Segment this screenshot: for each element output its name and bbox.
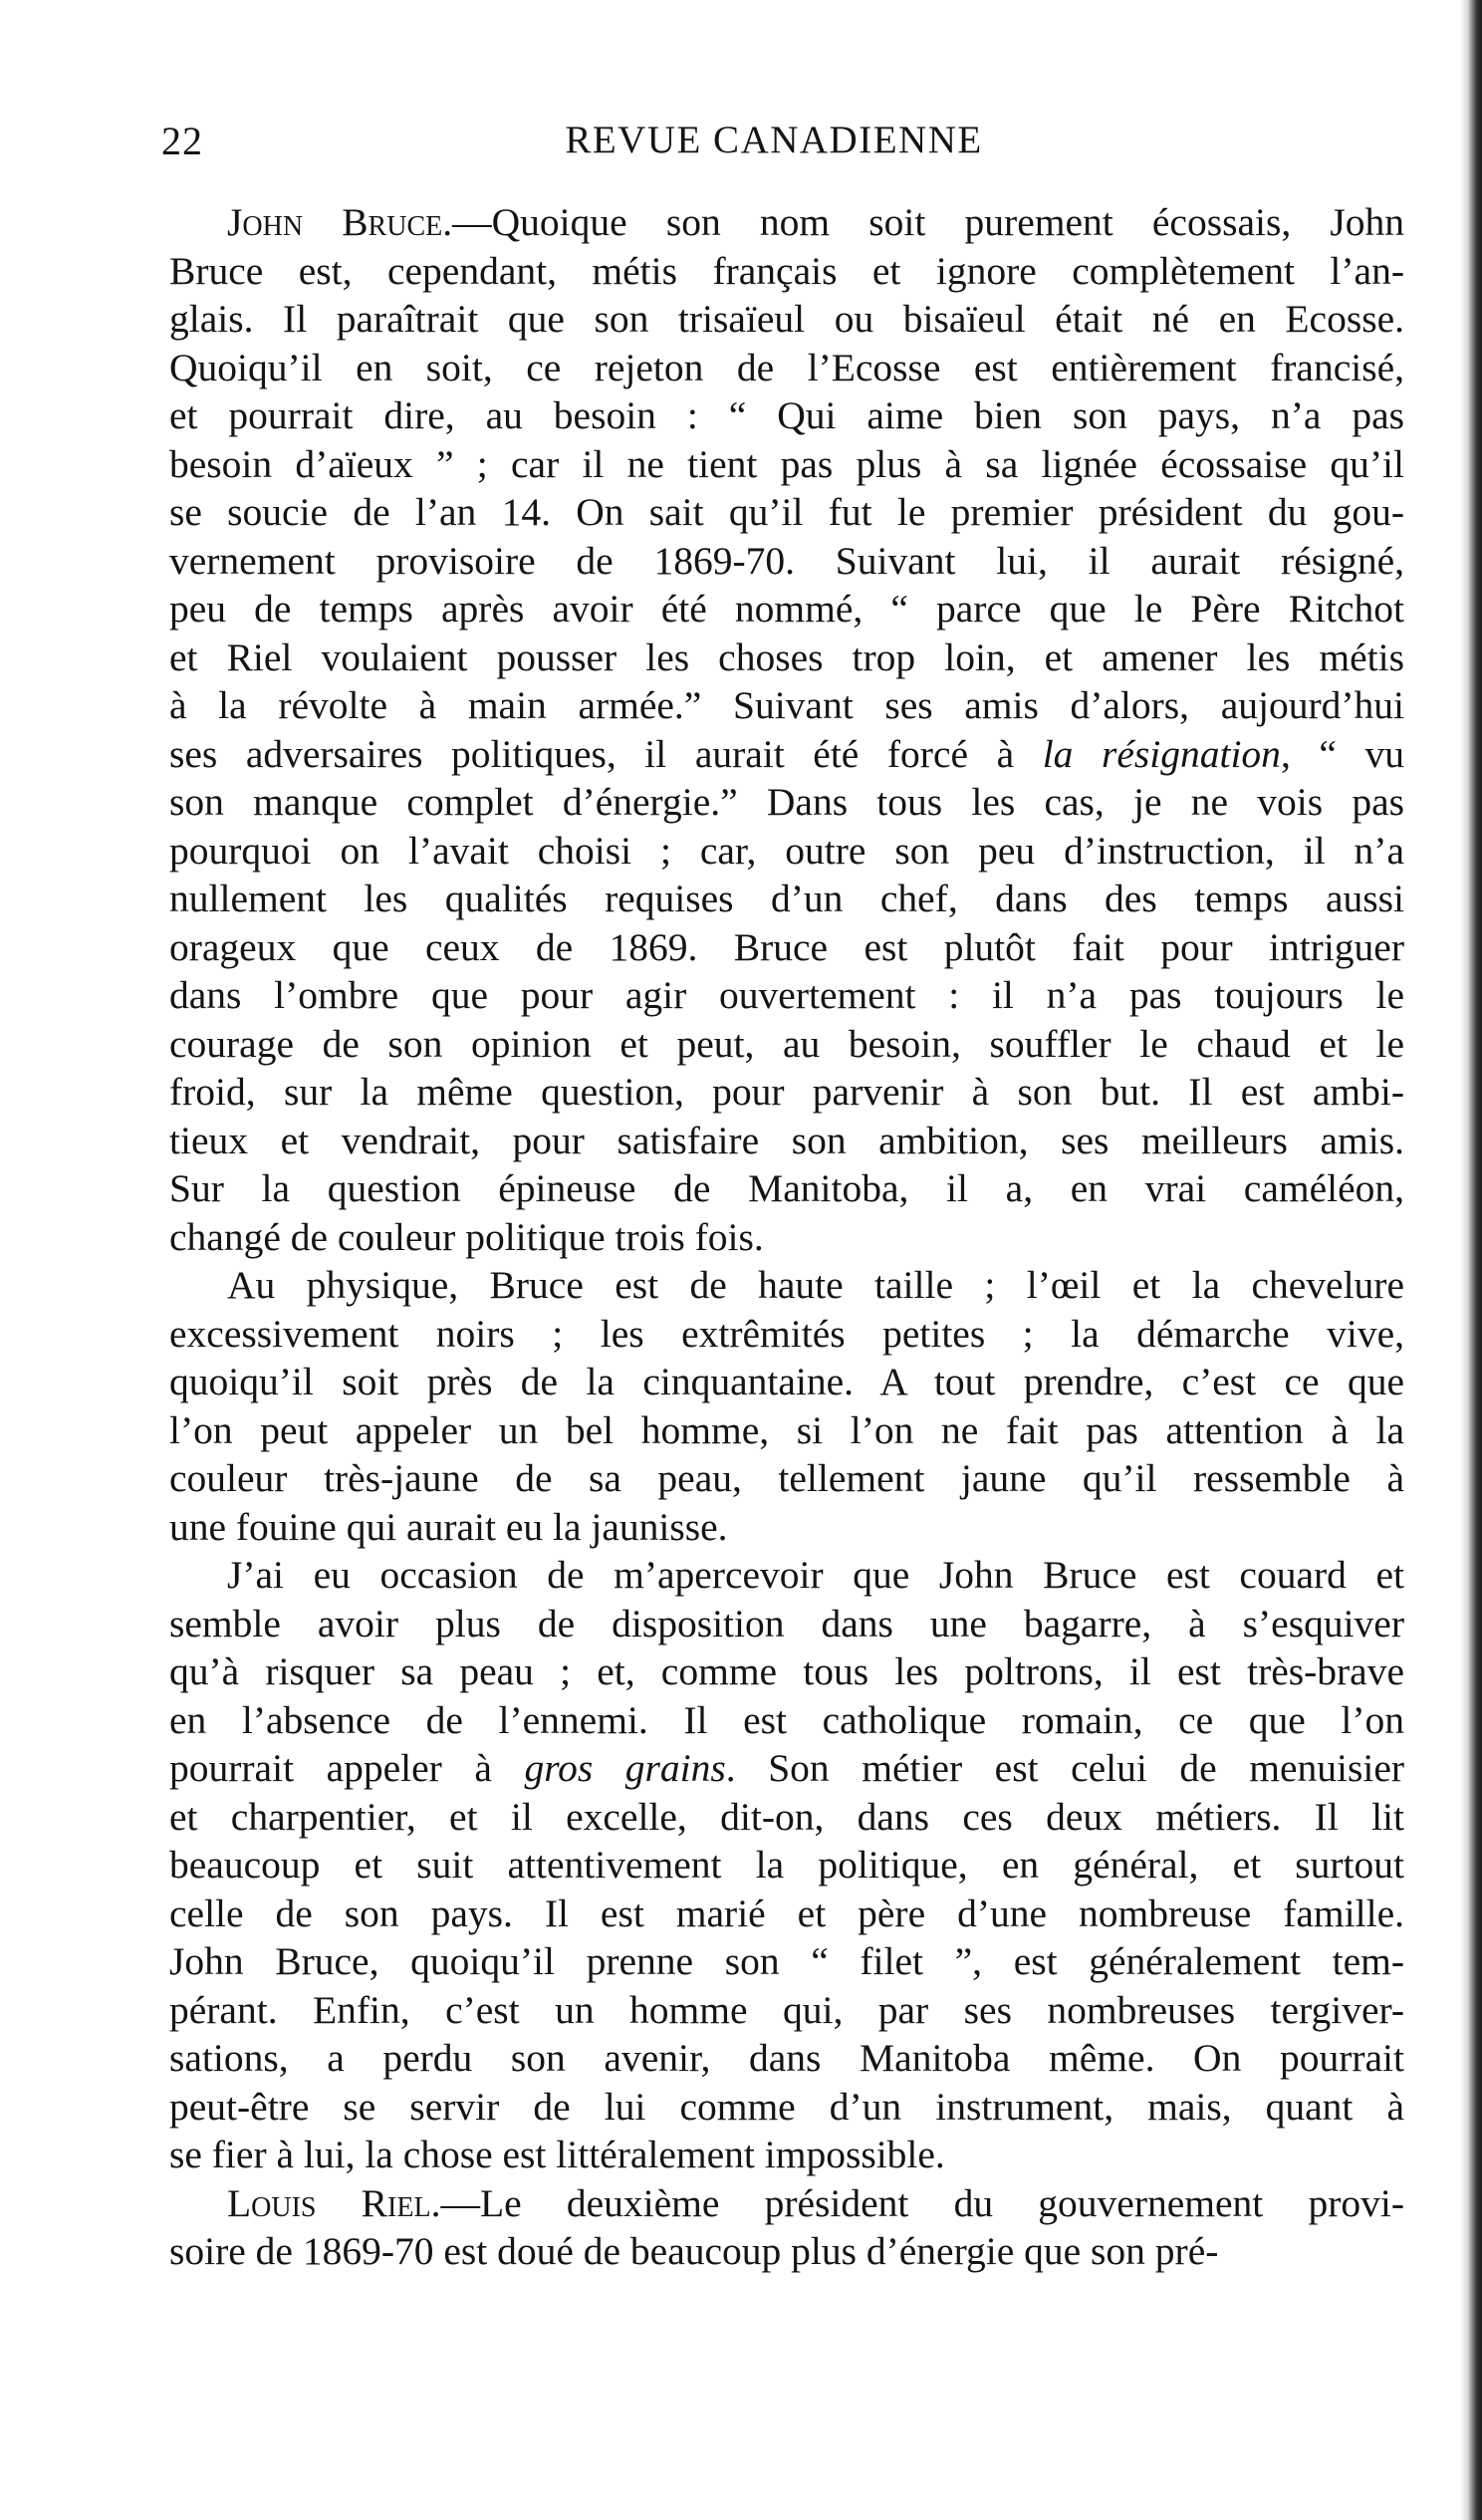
text-line [169, 1841, 1404, 1890]
text-run: , “ vu [1280, 731, 1404, 776]
text-line [169, 1164, 1404, 1213]
text-run: son manque complet d’énergie.” Dans tous les cas, je ne vois pas [169, 780, 1404, 824]
text-run: sations, a perdu son avenir, dans Manitoba même. On pourrait [169, 2036, 1404, 2080]
text-run: l’on peut appeler un bel homme, si l’on ne fait pas attention à la [169, 1407, 1404, 1452]
text-run: pérant. Enfin, c’est un homme qui, par ses nombreuses tergiver- [169, 1987, 1404, 2032]
text-line [169, 537, 1404, 586]
text-line [169, 1358, 1404, 1406]
text-run: et charpentier, et il excelle, dit-on, dans ces deux métiers. Il lit [169, 1794, 1404, 1839]
text-run: dans l’ombre que pour agir ouvertement : il n’a pas toujours le [169, 973, 1404, 1017]
text-run: pourquoi on l’avait choisi ; car, outre son peu d’instruction, il n’a [169, 828, 1404, 873]
text-run: orageux que ceux de 1869. Bruce est plutôt fait pour intriguer [169, 924, 1404, 969]
page-header [161, 118, 1386, 177]
text-run: glais. Il paraîtrait que son trisaïeul ou bisaïeul était né en Ecosse. [169, 297, 1404, 341]
text-run: Bruce est, cependant, métis français et ignore complètement l’an- [169, 248, 1404, 293]
text-run: .—Quoique son nom soit purement écossais, John [442, 200, 1404, 244]
text-run: pourrait appeler à [169, 1746, 525, 1790]
text-run: . Son métier est celui de menuisier [725, 1746, 1405, 1790]
text-line [169, 488, 1404, 537]
text-line [169, 1937, 1404, 1986]
text-run: changé de couleur politique trois fois. [169, 1214, 764, 1259]
text-line [169, 198, 1404, 247]
italic-phrase: gros grains [524, 1746, 726, 1790]
section-name: John Bruce [227, 200, 443, 244]
article-body [169, 198, 1404, 2276]
text-run: se soucie de l’an 14. On sait qu’il fut le premier président du gou- [169, 490, 1404, 534]
text-run: et Riel voulaient pousser les choses trop loin, et amener les métis [169, 634, 1404, 679]
text-run: nullement les qualités requises d’un chef, dans des temps aussi [169, 877, 1404, 920]
text-line [169, 1647, 1404, 1696]
text-line [169, 1890, 1404, 1938]
text-run: Sur la question épineuse de Manitoba, il a, en vrai caméléon, [169, 1166, 1404, 1210]
text-run: vernement provisoire de 1869-70. Suivant lui, il aurait résigné, [169, 538, 1404, 583]
text-run: semble avoir plus de disposition dans une bagarre, à s’esquiver [169, 1601, 1404, 1645]
text-line [169, 391, 1404, 440]
paragraph [169, 198, 1404, 1261]
text-run: en l’absence de l’ennemi. Il est catholique romain, ce que l’on [169, 1697, 1404, 1742]
text-line [169, 971, 1404, 1020]
text-line [169, 2227, 1404, 2276]
text-line [169, 247, 1404, 296]
text-line [169, 681, 1404, 730]
text-run: celle de son pays. Il est marié et père d’une nombreuse famille. [169, 1890, 1404, 1935]
text-line [169, 1310, 1404, 1359]
text-run: besoin d’aïeux ” ; car il ne tient pas plus à sa lignée écossaise qu’il [169, 441, 1404, 486]
text-run: et pourrait dire, au besoin : “ Qui aime bien son pays, n’a pas [169, 393, 1404, 437]
text-run: quoiqu’il soit près de la cinquantaine. A tout prendre, c’est ce que [169, 1360, 1404, 1403]
text-run: J’ai eu occasion de m’apercevoir que John Bruce est couard et [227, 1553, 1404, 1597]
text-line [169, 2083, 1404, 2132]
text-run: tieux et vendrait, pour satisfaire son ambition, ses meilleurs amis. [169, 1118, 1404, 1162]
text-run: se fier à lui, la chose est littéralement impossible. [169, 2133, 945, 2176]
text-line [169, 295, 1404, 344]
text-line [169, 2034, 1404, 2083]
paragraph [169, 2179, 1404, 2276]
text-run: à la révolte à main armée.” Suivant ses amis d’alors, aujourd’hui [169, 683, 1404, 727]
text-run: Au physique, Bruce est de haute taille ; l’œil et la chevelure [227, 1263, 1404, 1307]
text-run: beaucoup et suit attentivement la politique, en général, et surtout [169, 1843, 1404, 1887]
text-run: peut-être se servir de lui comme d’un instrument, mais, quant à [169, 2084, 1404, 2129]
page-binding-edge [1460, 0, 1482, 2520]
text-line [169, 1117, 1404, 1165]
text-run: ses adversaires politiques, il aurait été forcé à [169, 731, 1043, 776]
text-run: John Bruce, quoiqu’il prenne son “ filet ”, est généralement tem- [169, 1939, 1404, 1983]
text-line [169, 730, 1404, 779]
text-line [169, 1551, 1404, 1600]
text-line [169, 1020, 1404, 1069]
text-line [169, 1600, 1404, 1648]
italic-phrase: la résignation [1042, 731, 1281, 776]
text-line [169, 1406, 1404, 1455]
text-line [169, 1793, 1404, 1842]
text-line [169, 827, 1404, 876]
text-line [169, 440, 1404, 489]
paragraph [169, 1261, 1404, 1551]
text-line [169, 1986, 1404, 2035]
page-number: 22 [161, 119, 203, 163]
paragraph [169, 1551, 1404, 2179]
text-line [169, 1696, 1404, 1745]
text-run: froid, sur la même question, pour parvenir à son but. Il est ambi- [169, 1070, 1404, 1114]
text-line [169, 2131, 1404, 2179]
text-run: courage de son opinion et peut, au besoin, souffler le chaud et le [169, 1021, 1404, 1066]
text-line [169, 633, 1404, 682]
text-run: excessivement noirs ; les extrêmités petites ; la démarche vive, [169, 1311, 1404, 1356]
text-line [169, 923, 1404, 972]
text-run: .—Le deuxième président du gouvernement provi- [430, 2180, 1404, 2225]
text-line [169, 1261, 1404, 1310]
text-line [169, 344, 1404, 392]
text-run: peu de temps après avoir été nommé, “ parce que le Père Ritchot [169, 587, 1404, 630]
text-line [169, 1068, 1404, 1117]
section-name: Louis Riel [227, 2180, 431, 2225]
running-title: REVUE CANADIENNE [565, 119, 983, 161]
text-line [169, 585, 1404, 633]
text-run: Quoiqu’il en soit, ce rejeton de l’Ecosse est entièrement francisé, [169, 345, 1404, 389]
text-run: soire de 1869-70 est doué de beaucoup plus d’énergie que son pré- [169, 2229, 1219, 2273]
text-line [169, 1454, 1404, 1503]
text-run: couleur très-jaune de sa peau, tellement jaune qu’il ressemble à [169, 1456, 1404, 1500]
text-line [169, 778, 1404, 827]
text-run: une fouine qui aurait eu la jaunisse. [169, 1504, 728, 1549]
text-run: qu’à risquer sa peau ; et, comme tous les poltrons, il est très-brave [169, 1649, 1404, 1693]
text-line [169, 1213, 1404, 1262]
text-line [169, 875, 1404, 923]
text-line [169, 1503, 1404, 1552]
text-line [169, 1744, 1404, 1793]
text-line [169, 2179, 1404, 2228]
